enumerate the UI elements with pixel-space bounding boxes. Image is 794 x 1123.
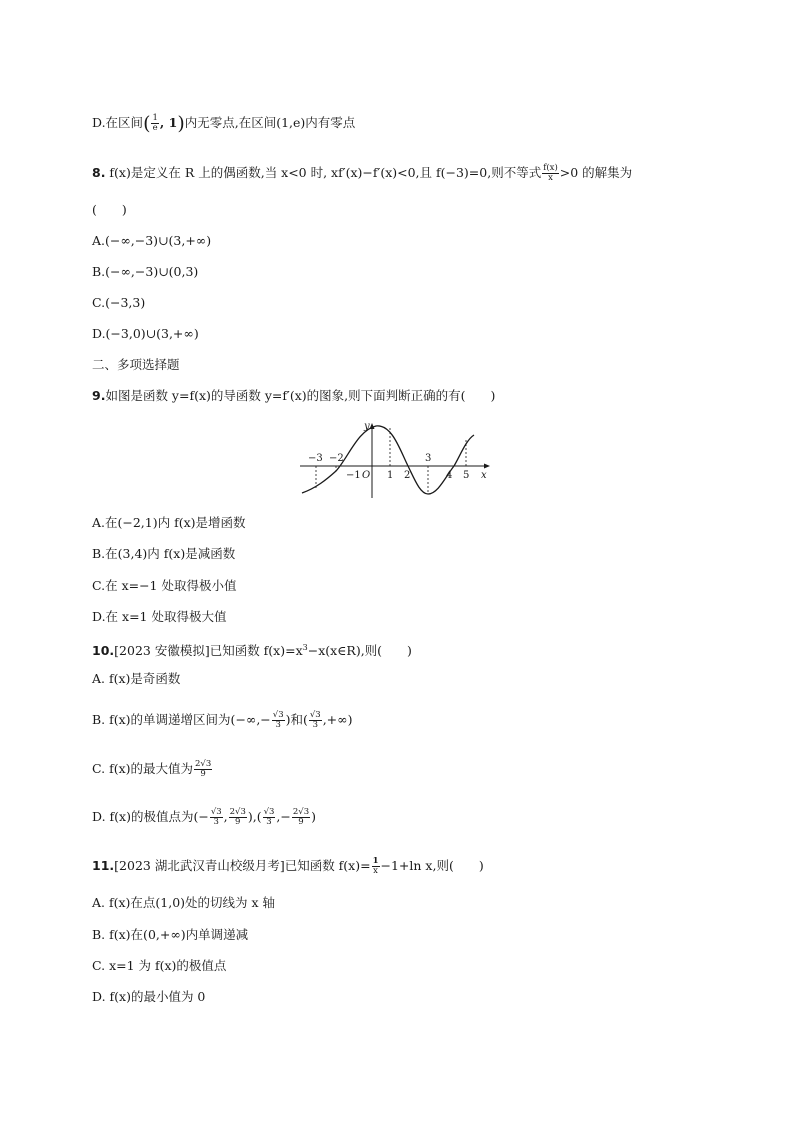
q10-option-b: B. f(x)的单调递增区间为(−∞,− $\frac{√3}{3}$ )和( $\frac{√3}{3}$ ,+∞) — [92, 710, 353, 730]
q10-stem: 10.[2023 安徽模拟]已知函数 $f(x)=x^3-x(x\in R)$,则( ) — [92, 643, 412, 659]
fraction: $\frac{1}{e}$ — [152, 113, 158, 133]
q8-option-d: D.(−3,0)∪(3,+∞) — [92, 326, 199, 341]
q10-option-d: D. f(x)的极值点为(− $\frac{√3}{3}$ , $\frac{2√3}{9}$ ),( $\frac{√3}{3}$ ,− $\frac{2√3}{9}$ ) — [92, 807, 316, 827]
q8-stem: 8. f(x)是定义在 R 上的偶函数,当 x<0 时, xf′(x)−f′(x)<0,且 f(−3)=0,则不等式 $\frac{f(x)}{x}$ >0 的解集为 — [92, 163, 633, 183]
fraction: $\frac{2√3}{9}$ — [229, 807, 246, 827]
fraction: $\frac{2√3}{9}$ — [195, 759, 212, 779]
y-axis-label: y — [364, 421, 370, 432]
q11-option-a: A. f(x)在点(1,0)处的切线为 x 轴 — [92, 895, 276, 910]
q8-option-b: B.(−∞,−3)∪(0,3) — [92, 264, 199, 279]
fraction: $\frac{√3}{3}$ — [272, 710, 284, 730]
fraction: $\frac{f(x)}{x}$ — [543, 163, 558, 183]
q9-option-b: B.在(3,4)内 f(x)是减函数 — [92, 546, 236, 561]
q9-option-c: C.在 x=−1 处取得极小值 — [92, 578, 237, 593]
q9-option-a: A.在(−2,1)内 f(x)是增函数 — [92, 515, 246, 530]
tick-label: 4 — [446, 470, 453, 481]
tick-label: 2 — [404, 470, 411, 481]
q8-answer-blank: ( ) — [92, 202, 127, 217]
q11-stem: 11.[2023 湖北武汉青山校级月考]已知函数 f(x)= $\frac{1}{x}$ −1+ln x,则( ) — [92, 856, 484, 876]
q7-option-d: D.在区间( $\frac{1}{e}$ , 1)内无零点,在区间(1,e)内有零点 — [92, 112, 356, 135]
fraction: $\frac{2√3}{9}$ — [292, 807, 310, 827]
q8-option-a: A.(−∞,−3)∪(3,+∞) — [92, 233, 212, 248]
q8-option-c: C.(−3,3) — [92, 295, 146, 310]
q9-stem: 9.如图是函数 y=f(x)的导函数 y=f′(x)的图象,则下面判断正确的有( ) — [92, 388, 496, 403]
q11-option-c: C. x=1 为 f(x)的极值点 — [92, 958, 227, 973]
tick-label: 1 — [387, 470, 394, 481]
fraction: $\frac{1}{x}$ — [372, 856, 379, 876]
tick-label: −3 — [308, 453, 323, 464]
q11-option-b: B. f(x)在(0,+∞)内单调递减 — [92, 927, 249, 942]
tick-label: 5 — [463, 470, 470, 481]
origin-label: O — [362, 470, 371, 481]
y-axis — [370, 423, 375, 498]
fraction: $\frac{√3}{3}$ — [309, 710, 321, 730]
x-axis — [300, 464, 490, 469]
x-axis-label: x — [481, 470, 487, 481]
derivative-graph — [296, 418, 496, 500]
tick-label: 3 — [425, 453, 432, 464]
fraction: $\frac{√3}{3}$ — [210, 807, 222, 827]
section-title: 二、多项选择题 — [92, 357, 180, 372]
derivative-curve — [302, 426, 474, 494]
fraction: $\frac{√3}{3}$ — [263, 807, 275, 827]
q10-option-c: C. f(x)的最大值为 $\frac{2√3}{9}$ — [92, 759, 212, 779]
q9-option-d: D.在 x=1 处取得极大值 — [92, 609, 227, 624]
tick-label: −2 — [329, 453, 344, 464]
q10-option-a: A. f(x)是奇函数 — [92, 671, 181, 686]
q11-option-d: D. f(x)的最小值为 0 — [92, 989, 206, 1004]
tick-label: −1 — [346, 470, 361, 481]
